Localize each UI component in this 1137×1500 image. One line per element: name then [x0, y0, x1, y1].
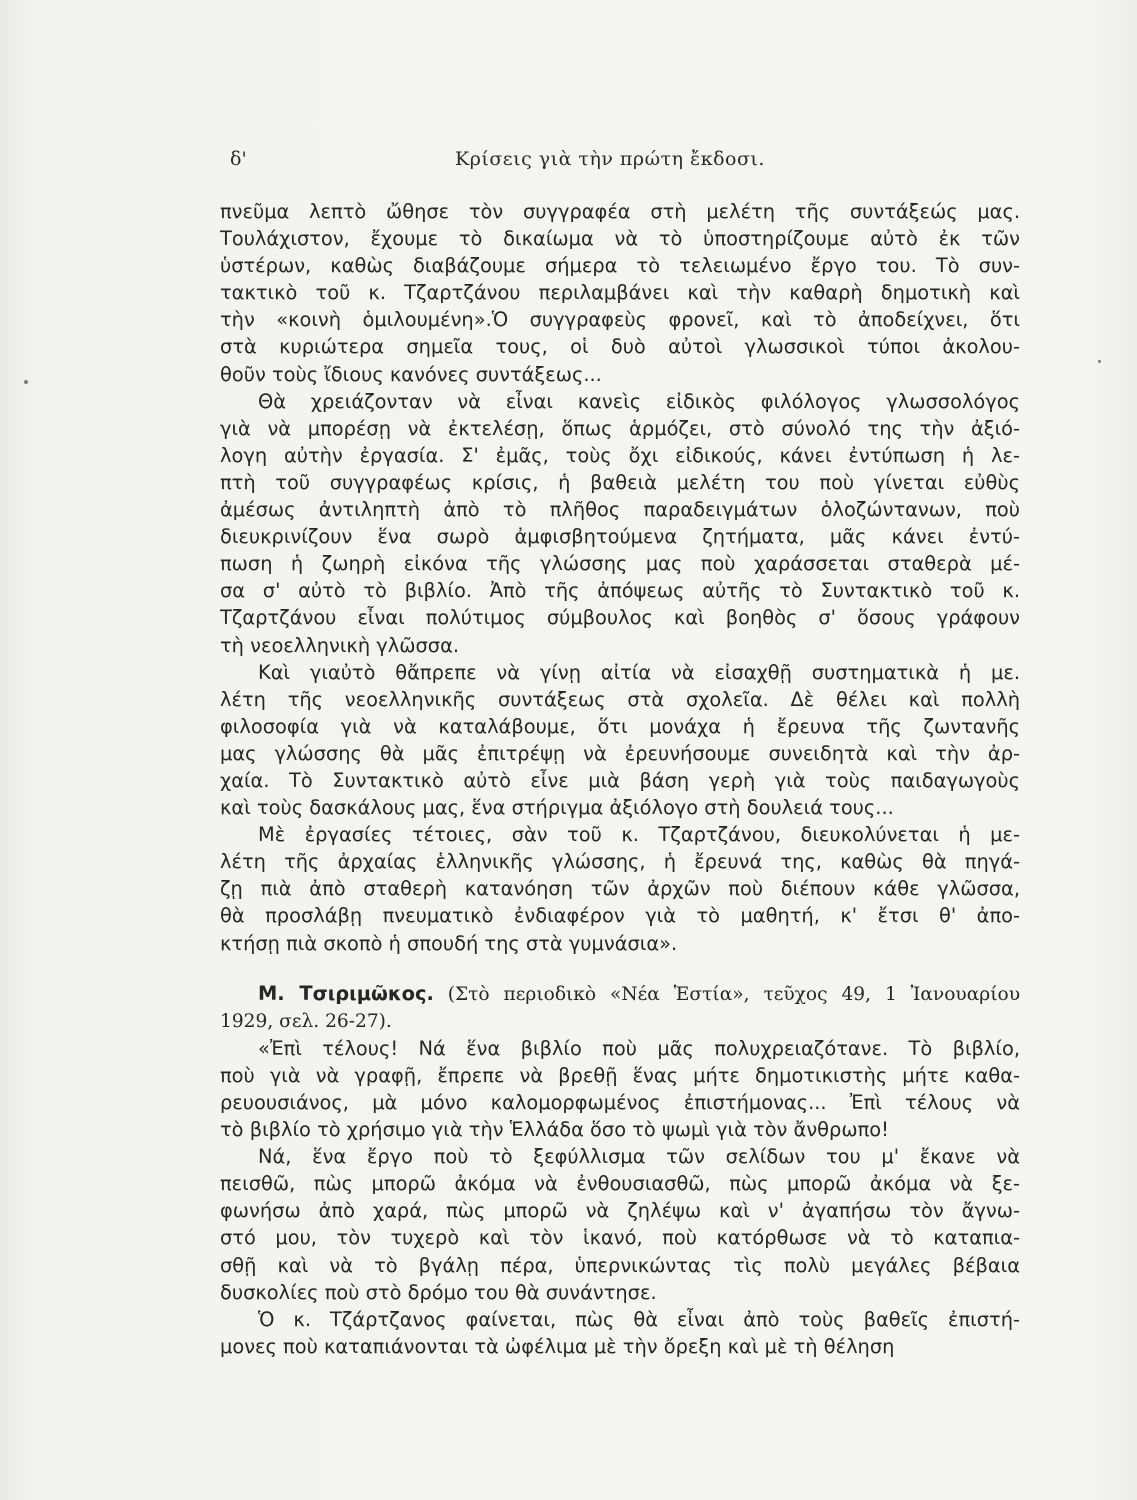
text-line: Τουλάχιστον, ἔχουμε τὸ δικαίωμα νὰ τὸ ὑποστηρίζουμε αὐτὸ ἐκ τῶν	[220, 227, 1020, 251]
citation-line: 1929, σελ. 26-27).	[220, 1010, 392, 1032]
text-line: ζῃ πιὰ ἀπὸ σταθερὴ κατανόηση τῶν ἀρχῶν ποὺ διέπουν κάθε γλῶσσα,	[220, 877, 1020, 901]
text-line: σα σ' αὐτὸ τὸ βιβλίο. Ἀπὸ τῆς ἀπόψεως αὐτῆς τὸ Συντακτικὸ τοῦ κ.	[220, 579, 1020, 603]
text-line: ρευουσιάνος, μὰ μόνο καλομορφωμένος ἐπιστήμονας... Ἐπὶ τέλους νὰ	[220, 1091, 1020, 1114]
text-line: λέτη τῆς νεοελληνικῆς συντάξεως στὰ σχολεῖα. Δὲ θέλει καὶ πολλὴ	[220, 687, 1020, 711]
paragraph	[220, 198, 1020, 388]
text-line: δυσκολίες ποὺ στὸ δρόμο του θὰ συνάντησε.	[220, 1280, 657, 1304]
scan-speck	[1098, 360, 1101, 363]
text-line: λέτη τῆς ἀρχαίας ἑλληνικῆς γλώσσης, ἡ ἔρευνά της, καθὼς θὰ πηγά-	[220, 850, 1020, 874]
body-text	[220, 198, 1020, 1360]
text-line: χαία. Τὸ Συντακτικὸ αὐτὸ εἶνε μιὰ βάση γερὴ γιὰ τοὺς παιδαγωγοὺς	[220, 768, 1020, 792]
text-line: τὸ βιβλίο τὸ χρήσιμο γιὰ τὴν Ἑλλάδα ὅσο τὸ ψωμὶ γιὰ τὸν ἄνθρωπο!	[220, 1118, 889, 1142]
text-line: Καὶ γιαὐτὸ θἄπρεπε νὰ γίνῃ αἰτία νὰ εἰσαχθῇ συστηματικὰ ἡ με.	[258, 660, 1020, 684]
text-line: «Ἐπὶ τέλους! Νά ἕνα βιβλίο ποὺ μᾶς πολυχρειαζότανε. Τὸ βιβλίο,	[258, 1036, 1020, 1060]
text-line: μας γλώσσης θὰ μᾶς ἐπιτρέψῃ νὰ ἐρευνήσουμε συνειδητὰ καὶ τὴν ἀρ-	[220, 741, 1020, 765]
text-line: ὑστέρων, καθὼς διαβάζουμε σήμερα τὸ τελειωμένο ἔργο του. Τὸ συν-	[220, 254, 1020, 278]
section-gap	[220, 957, 1020, 980]
text-line: γιὰ νὰ μπορέσῃ νὰ ἐκτελέσῃ, ὅπως ἁρμόζει, στὸ σύνολό της τὴν ἀξιό-	[220, 416, 1020, 440]
text-line: τακτικὸ τοῦ κ. Τζαρτζάνου περιλαμβάνει καὶ τὴν καθαρὴ δημοτικὴ καὶ	[220, 281, 1020, 305]
scan-speck	[24, 380, 28, 384]
text-line: στό μου, τὸν τυχερὸ καὶ τὸν ἱκανό, ποὺ κατόρθωσε νὰ τὸ καταπια-	[220, 1226, 1020, 1250]
text-line: τὴν «κοινὴ ὁμιλουμένη».Ὁ συγγραφεὺς φρονεῖ, καὶ τὸ ἀποδείχνει, ὅτι	[220, 308, 1020, 332]
paragraph	[220, 1035, 1020, 1143]
text-line: πνεῦμα λεπτὸ ὤθησε τὸν συγγραφέα στὴ μελέτη τῆς συντάξεώς μας.	[220, 200, 1020, 223]
text-line: λογη αὐτὴν ἐργασία. Σ' ἐμᾶς, τοὺς ὄχι εἰδικούς, κάνει ἐντύπωση ἡ λε-	[220, 443, 1020, 467]
text-line: στὰ κυριώτερα σημεῖα τους, οἱ δυὸ αὐτοὶ γλωσσικοὶ τύποι ἀκολου-	[220, 335, 1020, 359]
text-line: φωνήσω ἀπὸ χαρά, πὼς μπορῶ νὰ ζηλέψω καὶ ν' ἀγαπήσω τὸν ἄγνω-	[220, 1199, 1020, 1223]
text-line: Τζαρτζάνου εἶναι πολύτιμος σύμβουλος καὶ βοηθὸς σ' ὅσους γράφουν	[220, 606, 1020, 630]
text-line: φιλοσοφία γιὰ νὰ καταλάβουμε, ὅτι μονάχα ἡ ἔρευνα τῆς ζωντανῆς	[220, 714, 1020, 738]
paragraph	[220, 388, 1020, 659]
text-line: σθῇ καὶ νὰ τὸ βγάλῃ πέρα, ὑπερνικώντας τὶς πολὺ μεγάλες βέβαια	[220, 1253, 1020, 1277]
citation-source: (Στὸ περιοδικὸ «Νέα Ἑστία», τεῦχος 49, 1 Ἰανουαρίου	[447, 983, 1021, 1005]
text-line: κτήσῃ πιὰ σκοπὸ ἡ σπουδή της στὰ γυμνάσια».	[220, 931, 678, 955]
text-line: διευκρινίζουν ἕνα σωρὸ ἀμφισβητούμενα ζητήματα, μᾶς κάνει ἐντύ-	[220, 525, 1020, 549]
bottom-paragraphs	[220, 1035, 1020, 1360]
text-line: θοῦν τοὺς ἴδιους κανόνες συντάξεως...	[220, 362, 602, 386]
text-line: Νά, ἕνα ἔργο ποὺ τὸ ξεφύλλισμα τῶν σελίδων του μ' ἔκανε νὰ	[258, 1145, 1020, 1169]
page-header	[230, 148, 1015, 178]
citation-line	[220, 980, 1020, 1008]
page-number: δ'	[230, 148, 247, 170]
text-line: καὶ τοὺς δασκάλους μας, ἕνα στήριγμα ἀξιόλογο στὴ δουλειά τους...	[220, 796, 894, 820]
text-line: Μὲ ἐργασίες τέτοιες, σὰν τοῦ κ. Τζαρτζάνου, διευκολύνεται ἡ με-	[258, 823, 1020, 847]
paragraph	[220, 1143, 1020, 1306]
paragraph	[220, 659, 1020, 822]
paragraph	[220, 821, 1020, 956]
top-paragraphs	[220, 198, 1020, 957]
text-line: θὰ προσλάβῃ πνευματικὸ ἐνδιαφέρον γιὰ τὸ μαθητή, κ' ἔτσι θ' ἀπο-	[220, 904, 1020, 928]
text-line: πεισθῶ, πὼς μπορῶ ἀκόμα νὰ ἐνθουσιασθῶ, πὼς μπορῶ ἀκόμα νὰ ξε-	[220, 1172, 1020, 1196]
text-line: ποὺ γιὰ νὰ γραφῇ, ἔπρεπε νὰ βρεθῇ ἕνας μήτε δημοτικιστὴς μήτε καθα-	[220, 1063, 1020, 1087]
text-line: πωση ἡ ζωηρὴ εἰκόνα τῆς γλώσσης μας ποὺ χαράσσεται σταθερὰ μέ-	[220, 552, 1020, 576]
review-author: Μ. Τσιριμῶκος.	[258, 981, 434, 1005]
text-line: τὴ νεοελληνικὴ γλῶσσα.	[220, 633, 460, 657]
text-line: μονες ποὺ καταπιάνονται τὰ ὠφέλιμα μὲ τὴν ὄρεξη καὶ μὲ τὴ θέληση	[220, 1334, 895, 1358]
text-line: Ὁ κ. Τζάρτζανος φαίνεται, πὼς θὰ εἶναι ἀπὸ τοὺς βαθεῖς ἐπιστή-	[258, 1307, 1020, 1331]
paragraph	[220, 1306, 1020, 1360]
running-title: Κρίσεις γιὰ τὴν πρώτη ἔκδοσι.	[455, 148, 765, 170]
text-line: Θὰ χρειάζονταν νὰ εἶναι κανεὶς εἰδικὸς φιλόλογος γλωσσολόγος	[258, 389, 1020, 413]
text-line: πτὴ τοῦ συγγραφέως κρίσις, ἡ βαθειὰ μελέτη του ποὺ γίνεται εὐθὺς	[220, 470, 1020, 494]
review-citation	[220, 980, 1020, 1035]
text-line: ἀμέσως ἀντιληπτὴ ἀπὸ τὸ πλῆθος παραδειγμάτων ὁλοζώντανων, ποὺ	[220, 498, 1020, 522]
